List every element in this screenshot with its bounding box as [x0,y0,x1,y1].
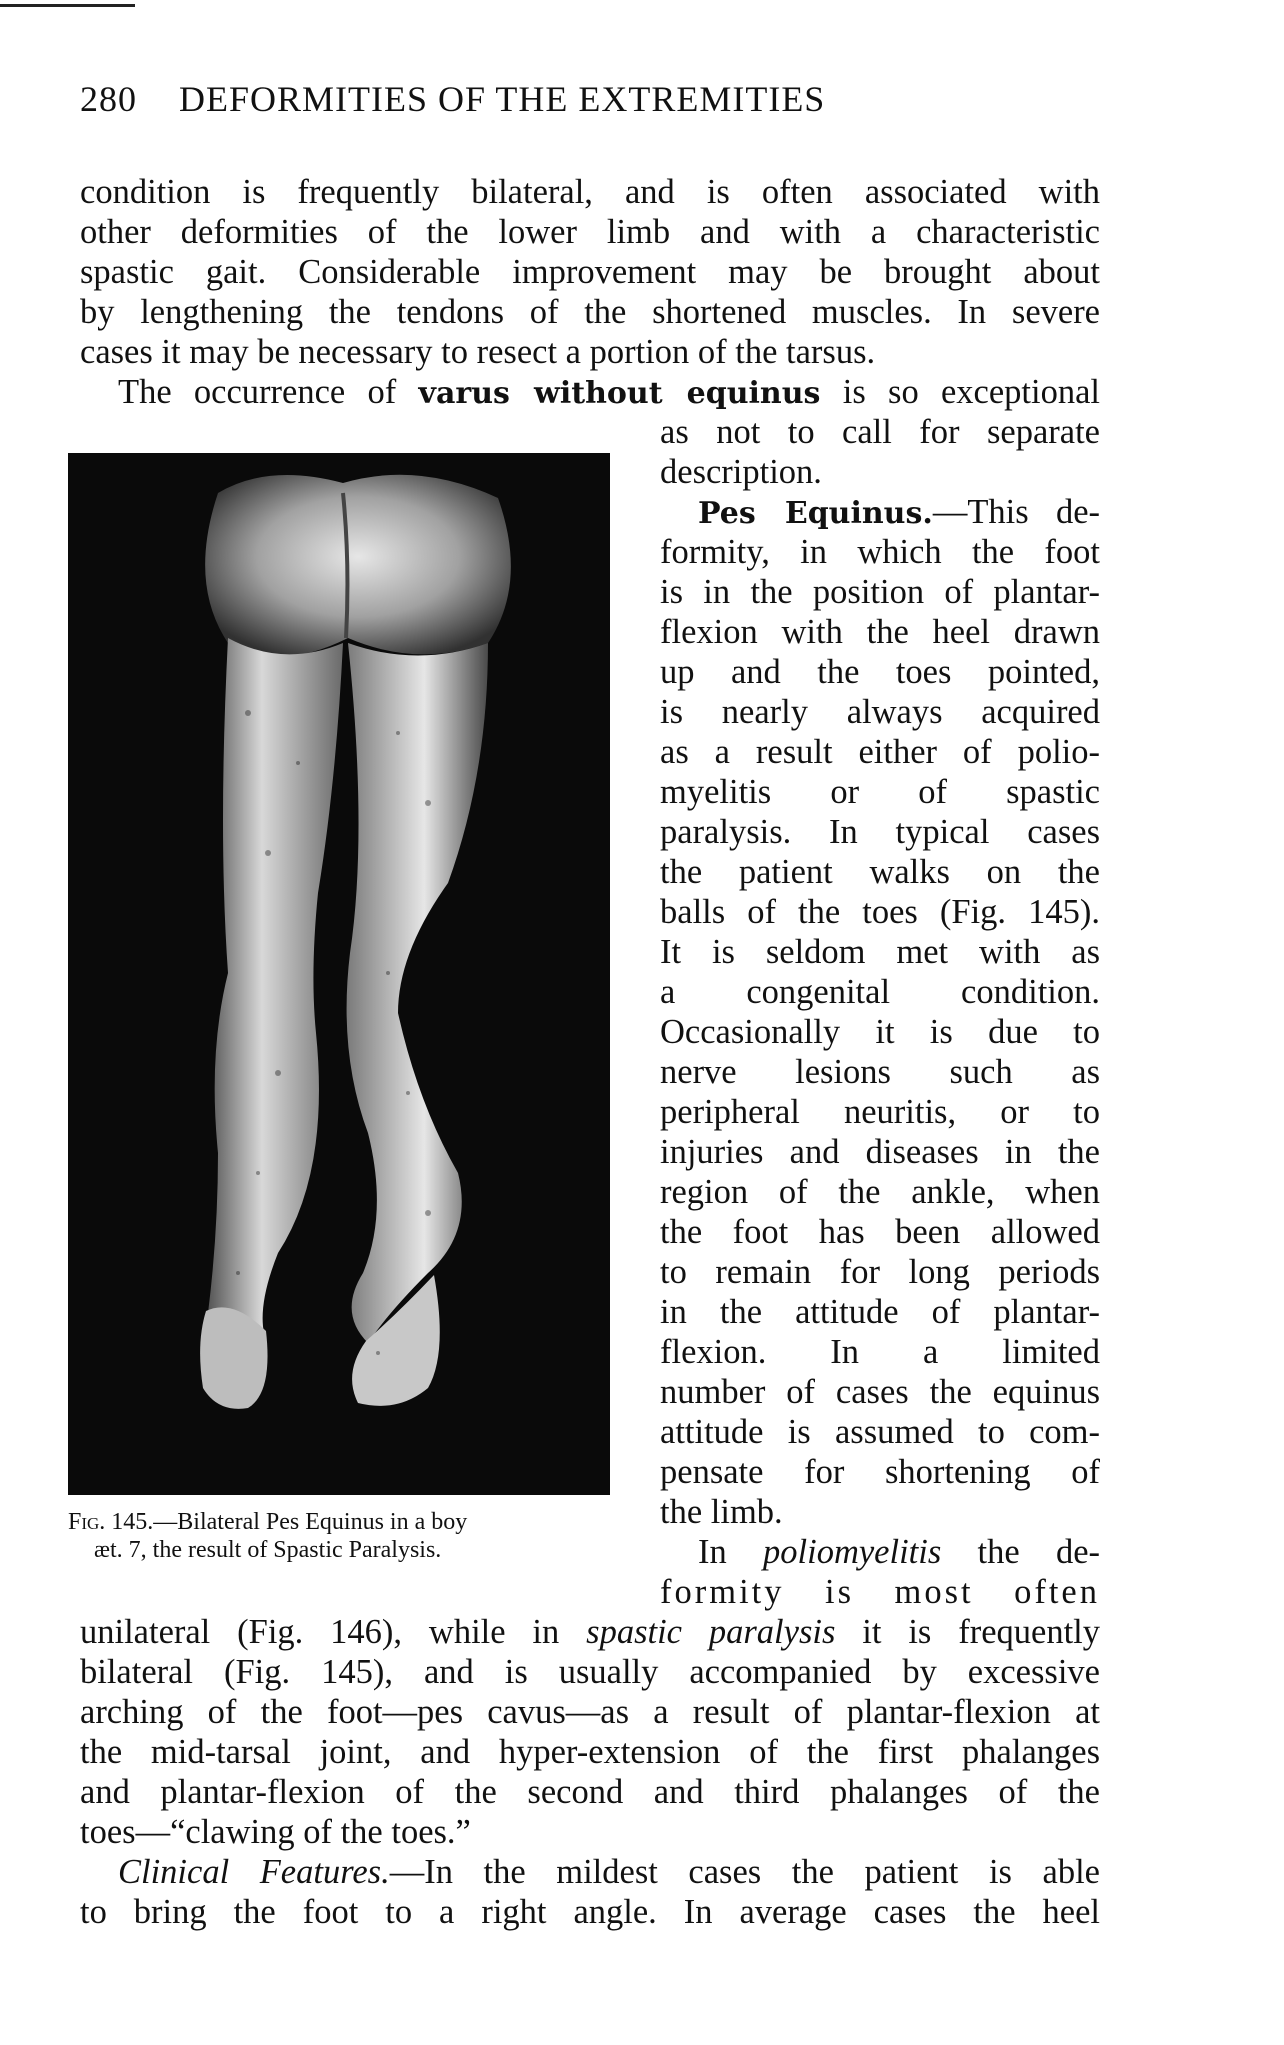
p3-line-4: flexion with the heel drawn [660,613,1100,651]
p1-line-3: spastic gait. Considerable improvement may be brought about [80,253,1100,291]
top-rule [0,4,135,7]
figure-caption-line-1 [68,1508,628,1536]
p3-first-tail: —This de- [932,493,1100,531]
p5-line-2: to bring the foot to a right angle. In average cases the heel [80,1893,1100,1931]
p3-line-10: the patient walks on the [660,853,1100,891]
figure-caption-line-2: æt. 7, the result of Spastic Paralysis. [94,1537,442,1563]
p1-line-4: by lengthening the tendons of the shortened muscles. In severe [80,293,1100,331]
p4-lead: In [698,1533,727,1571]
p4-first-tail: the de- [977,1533,1100,1571]
p3-line-1 [698,492,1100,532]
figure-label: Fig. 145. [68,1509,154,1535]
p2-bold-term: varus without equinus [418,376,821,411]
p2-lead: The occurrence of [118,373,397,411]
p4-italic-poliomyelitis: poliomyelitis [763,1533,942,1571]
p4-line-2: formity is most often [660,1573,1100,1611]
legs-photo-illustration [68,453,610,1495]
p3-line-12: It is seldom met with as [660,933,1100,971]
p3-line-18: region of the ankle, when [660,1173,1100,1211]
p4-line-1 [698,1532,1100,1572]
page-number: 280 [80,79,137,119]
p4-line3-tail: it is frequently [862,1613,1100,1651]
p3-line-17: injuries and diseases in the [660,1133,1100,1171]
p3-line-11: balls of the toes (Fig. 145). [660,893,1100,931]
p3-line-7: as a result either of polio- [660,733,1100,771]
p5-tail: —In the mildest cases the patient is able [389,1853,1100,1891]
p3-line-20: to remain for long periods [660,1253,1100,1291]
p3-line-23: number of cases the equinus [660,1373,1100,1411]
p4-line-3 [80,1612,1100,1652]
p4-line3-lead: unilateral (Fig. 146), while in [80,1613,560,1651]
p5-line-1 [118,1852,1100,1892]
p3-line-5: up and the toes pointed, [660,653,1100,691]
p4-line-7: and plantar-flexion of the second and third phalanges of the [80,1773,1100,1811]
p3-line-8: myelitis or of spastic [660,773,1100,811]
p3-line-21: in the attitude of plantar- [660,1293,1100,1331]
p3-line-16: peripheral neuritis, or to [660,1093,1100,1131]
figure-145-photograph [68,453,610,1495]
p2-line-3: description. [660,453,822,491]
p3-line-19: the foot has been allowed [660,1213,1100,1251]
p3-line-22: flexion. In a limited [660,1333,1100,1371]
running-head [80,78,1100,120]
running-title: DEFORMITIES OF THE EXTREMITIES [179,79,826,119]
p4-italic-spastic-paralysis: spastic paralysis [586,1613,836,1651]
p3-line-9: paralysis. In typical cases [660,813,1100,851]
p1-line-5: cases it may be necessary to resect a portion of the tarsus. [80,333,876,371]
p1-line-2: other deformities of the lower limb and with a characteristic [80,213,1100,251]
p4-line-6: the mid-tarsal joint, and hyper-extension of the first phalanges [80,1733,1100,1771]
p3-line-14: Occasionally it is due to [660,1013,1100,1051]
p3-line-3: is in the position of plantar- [660,573,1100,611]
p3-line-2: formity, in which the foot [660,533,1100,571]
p3-line-15: nerve lesions such as [660,1053,1100,1091]
pes-equinus-heading: Pes Equinus. [698,496,933,531]
p2-line-2: as not to call for separate [660,413,1100,451]
clinical-features-heading: Clinical Features. [118,1853,390,1891]
figure-caption-text-1: —Bilateral Pes Equinus in a boy [153,1509,468,1535]
p2-line-1 [118,372,1100,412]
p3-line-6: is nearly always acquired [660,693,1100,731]
p3-line-26: the limb. [660,1493,783,1531]
p4-line-8: toes—“clawing of the toes.” [80,1813,471,1851]
p3-line-24: attitude is assumed to com- [660,1413,1100,1451]
p3-line-13: a congenital condition. [660,973,1100,1011]
p3-line-25: pensate for shortening of [660,1453,1100,1491]
p4-line-4: bilateral (Fig. 145), and is usually accompanied by excessive [80,1653,1100,1691]
p2-tail: is so exceptional [842,373,1100,411]
p1-line-1: condition is frequently bilateral, and is often associated with [80,173,1100,211]
p4-line-5: arching of the foot—pes cavus—as a result of plantar-flexion at [80,1693,1100,1731]
